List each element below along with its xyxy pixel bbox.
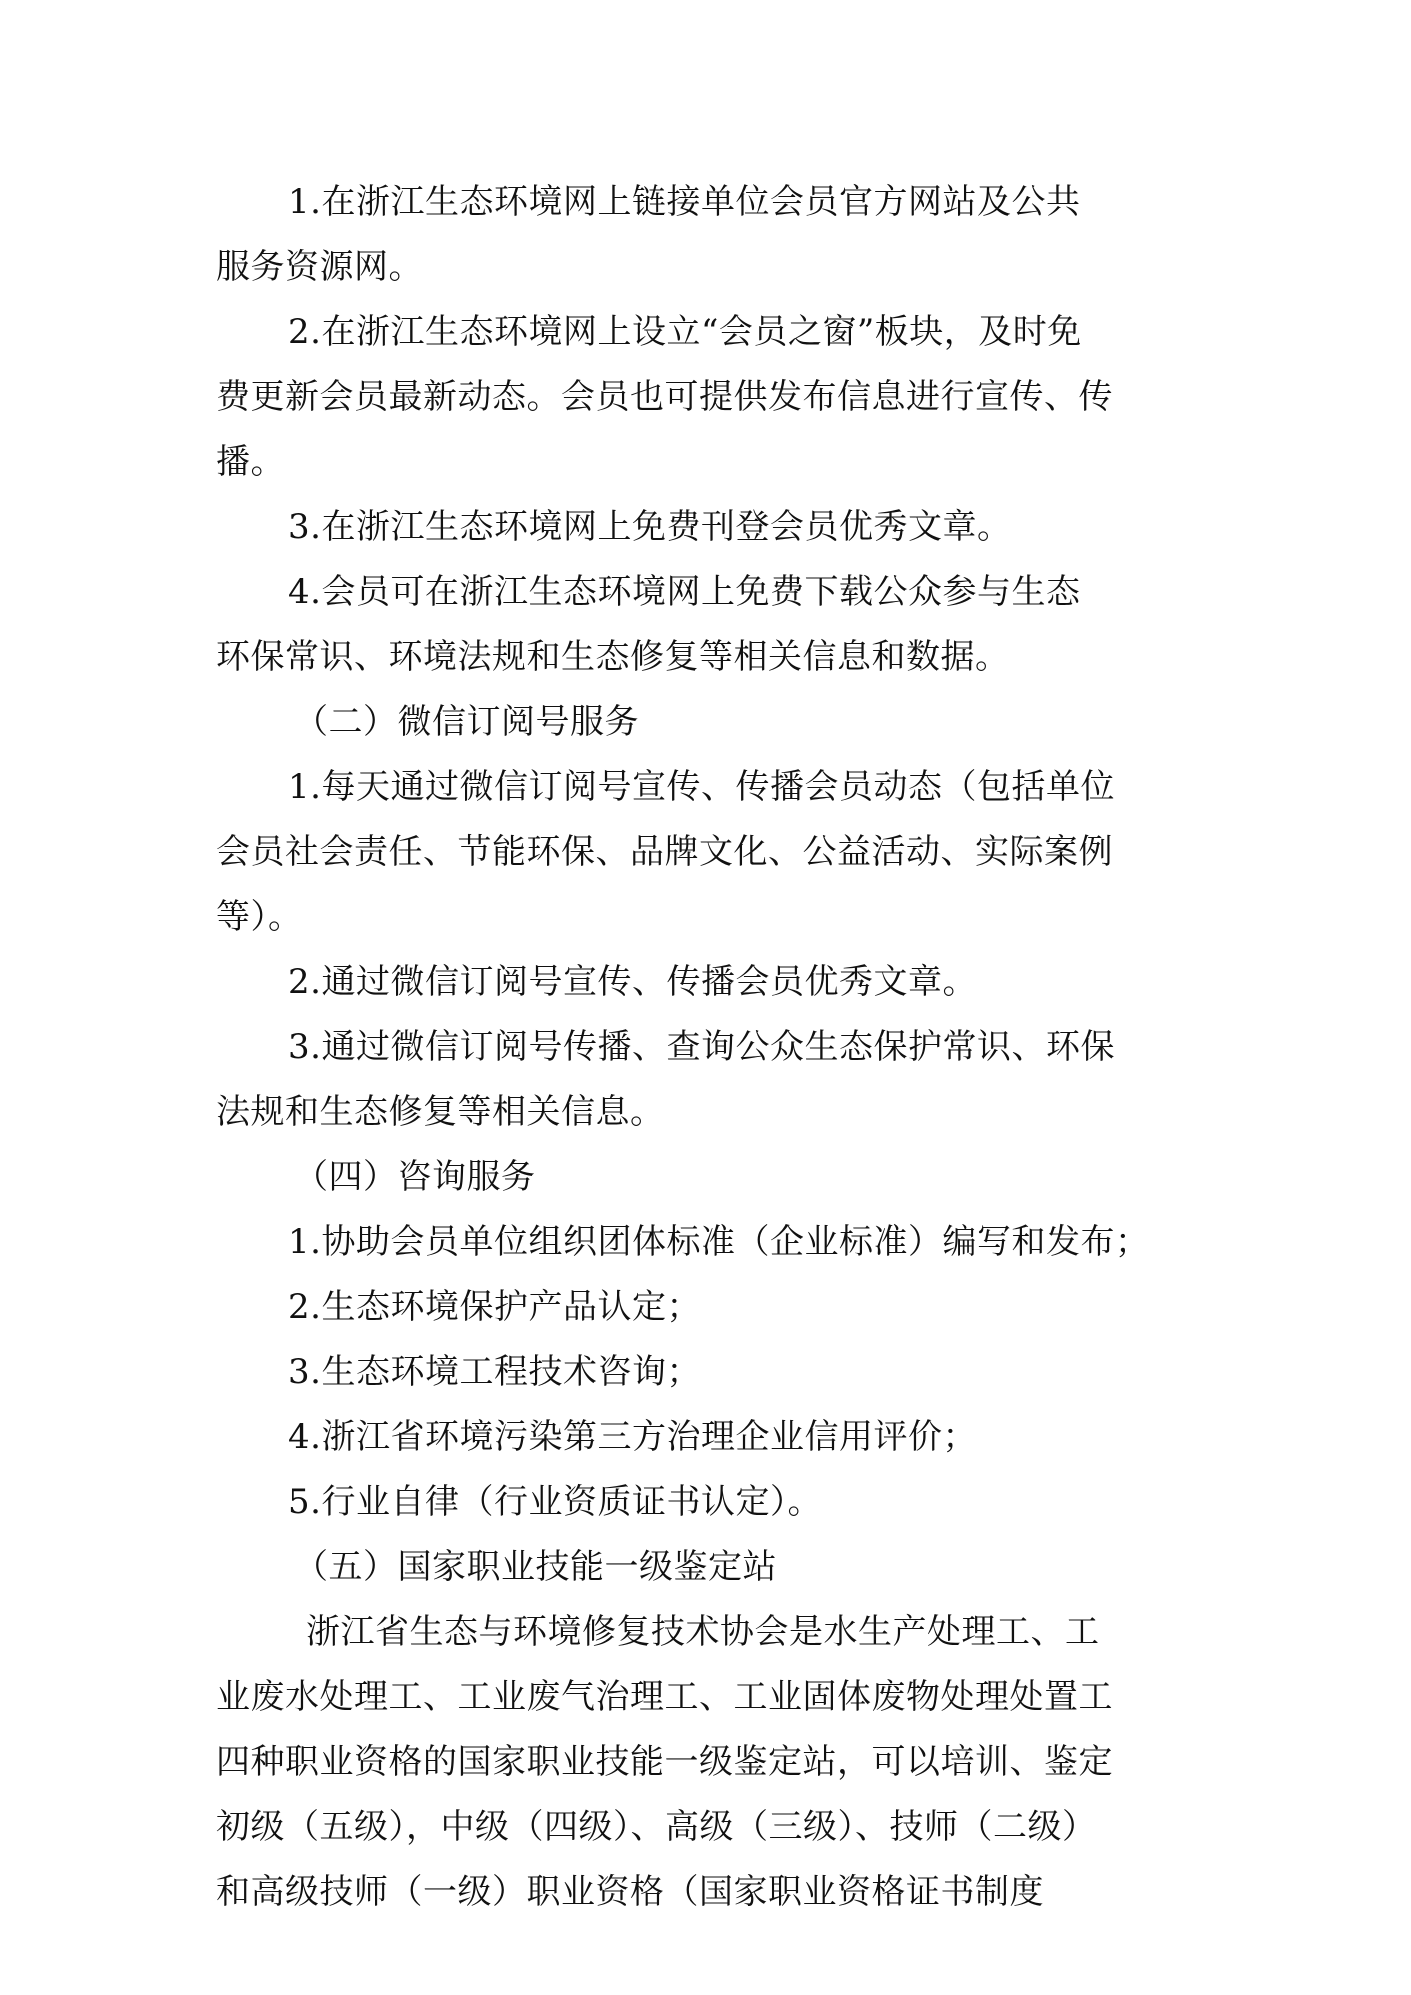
section-heading: （二）微信订阅号服务 (294, 702, 639, 742)
paragraph-line: 4.浙江省环境污染第三方治理企业信用评价； (288, 1417, 977, 1457)
section-heading: （四）咨询服务 (294, 1157, 536, 1197)
paragraph-line: 2.通过微信订阅号宣传、传播会员优秀文章。 (288, 962, 977, 1002)
paragraph-line: 2.在浙江生态环境网上设立“会员之窗”板块，及时免 (288, 312, 1082, 352)
paragraph-line: 1.协助会员单位组织团体标准（企业标准）编写和发布； (288, 1222, 1150, 1262)
paragraph-line: 费更新会员最新动态。会员也可提供发布信息进行宣传、传 (216, 377, 1113, 417)
paragraph-line: 浙江省生态与环境修复技术协会是水生产处理工、工 (306, 1612, 1100, 1652)
section-heading: （五）国家职业技能一级鉴定站 (294, 1547, 777, 1587)
paragraph-line: 4.会员可在浙江生态环境网上免费下载公众参与生态 (288, 572, 1081, 612)
paragraph-line: 3.在浙江生态环境网上免费刊登会员优秀文章。 (288, 507, 1012, 547)
paragraph-line: 1.在浙江生态环境网上链接单位会员官方网站及公共 (288, 182, 1081, 222)
paragraph-line: 2.生态环境保护产品认定； (288, 1287, 701, 1327)
paragraph-line: 等）。 (216, 897, 303, 937)
paragraph-line: 四种职业资格的国家职业技能一级鉴定站，可以培训、鉴定 (216, 1742, 1113, 1782)
paragraph-line: 会员社会责任、节能环保、品牌文化、公益活动、实际案例 (216, 832, 1113, 872)
paragraph-line: 3.通过微信订阅号传播、查询公众生态保护常识、环保 (288, 1027, 1115, 1067)
paragraph-line: 环保常识、环境法规和生态修复等相关信息和数据。 (216, 637, 1010, 677)
paragraph-line: 5.行业自律（行业资质证书认定）。 (288, 1482, 822, 1522)
paragraph-line: 业废水处理工、工业废气治理工、工业固体废物处理处置工 (216, 1677, 1113, 1717)
paragraph-line: 服务资源网。 (216, 247, 423, 287)
paragraph-line: 法规和生态修复等相关信息。 (216, 1092, 665, 1132)
paragraph-line: 初级（五级），中级（四级）、高级（三级）、技师（二级） (216, 1807, 1097, 1847)
paragraph-line: 1.每天通过微信订阅号宣传、传播会员动态（包括单位 (288, 767, 1115, 807)
paragraph-line: 和高级技师（一级）职业资格（国家职业资格证书制度 (216, 1872, 1044, 1912)
paragraph-line: 3.生态环境工程技术咨询； (288, 1352, 701, 1392)
paragraph-line: 播。 (216, 442, 285, 482)
